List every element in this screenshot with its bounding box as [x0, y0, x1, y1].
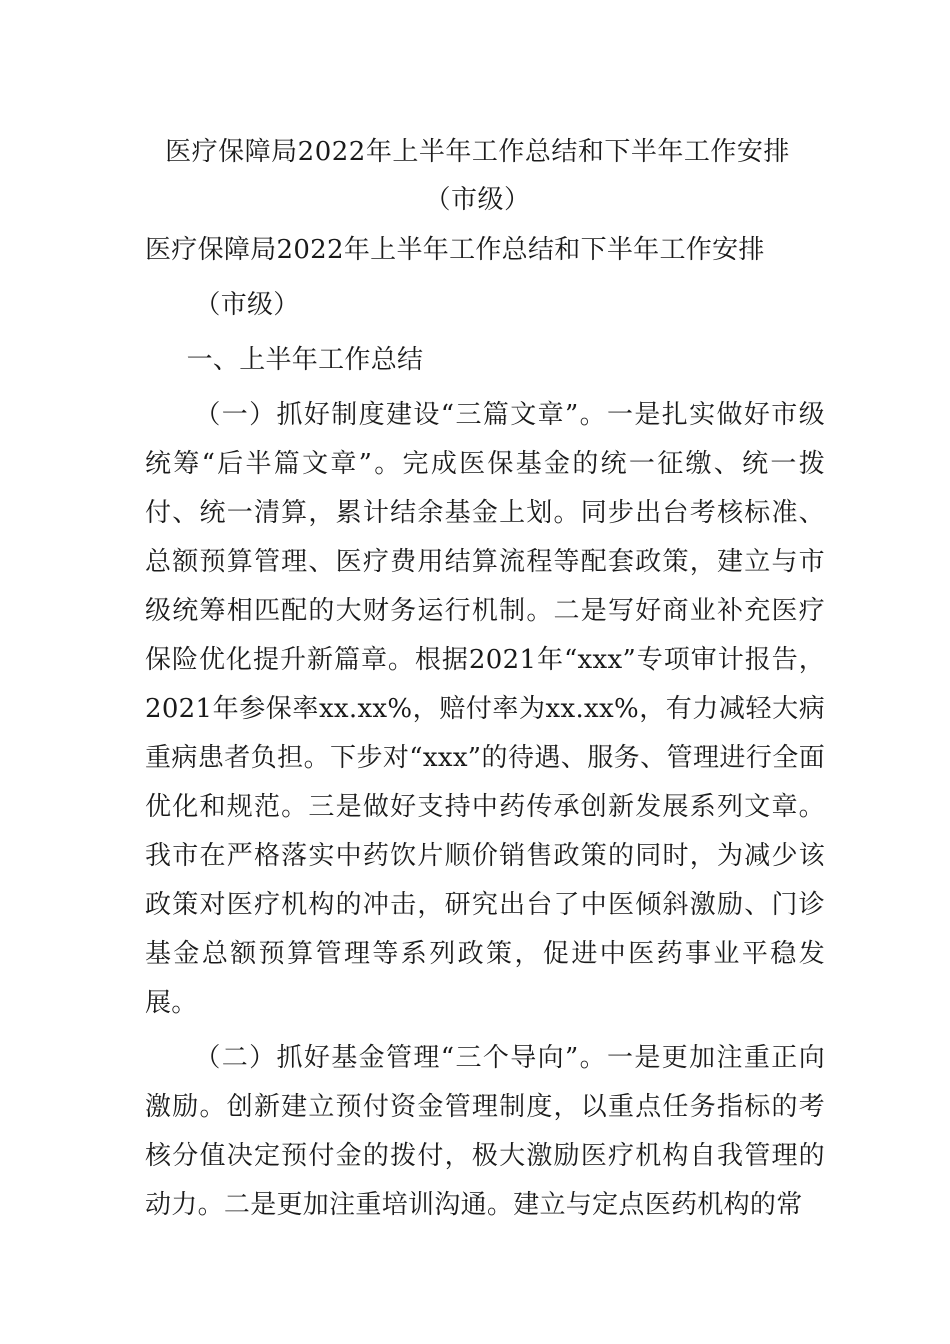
document-body: [145, 226, 825, 1230]
subtitle-line-2: （市级）: [194, 290, 300, 320]
paragraph-2: （二）抓好基金管理“三个导向”。一是更加注重正向激励。创新建立预付资金管理制度，以重点任务指标的考核分值决定预付金的拨付，极大激励医疗机构自我管理的动力。二是更加注重培训沟通。建立与定点医药机构的常: [145, 1043, 825, 1220]
section-heading: 一、上半年工作总结: [186, 345, 424, 375]
document-title: 医疗保障局2022年上半年工作总结和下半年工作安排（市级）: [165, 137, 790, 215]
subtitle-line-1: 医疗保障局2022年上半年工作总结和下半年工作安排: [145, 235, 765, 265]
paragraph-1: （一）抓好制度建设“三篇文章”。一是扎实做好市级统筹“后半篇文章”。完成医保基金的统一征缴、统一拨付、统一清算，累计结余基金上划。同步出台考核标准、总额预算管理、医疗费用结算流程等配套政策，建立与市级统筹相匹配的大财务运行机制。二是写好商业补充医疗保险优化提升新篇章。根据2021年“xxx”专项审计报告，2021年参保率xx.xx%，赔付率为xx.xx%，有力减轻大病重病患者负担。下步对“xxx”的待遇、服务、管理进行全面优化和规范。三是做好支持中药传承创新发展系列文章。我市在严格落实中药饮片顺价销售政策的同时，为减少该政策对医疗机构的冲击，研究出台了中医倾斜激励、门诊基金总额预算管理等系列政策，促进中医药事业平稳发展。: [145, 400, 825, 1018]
